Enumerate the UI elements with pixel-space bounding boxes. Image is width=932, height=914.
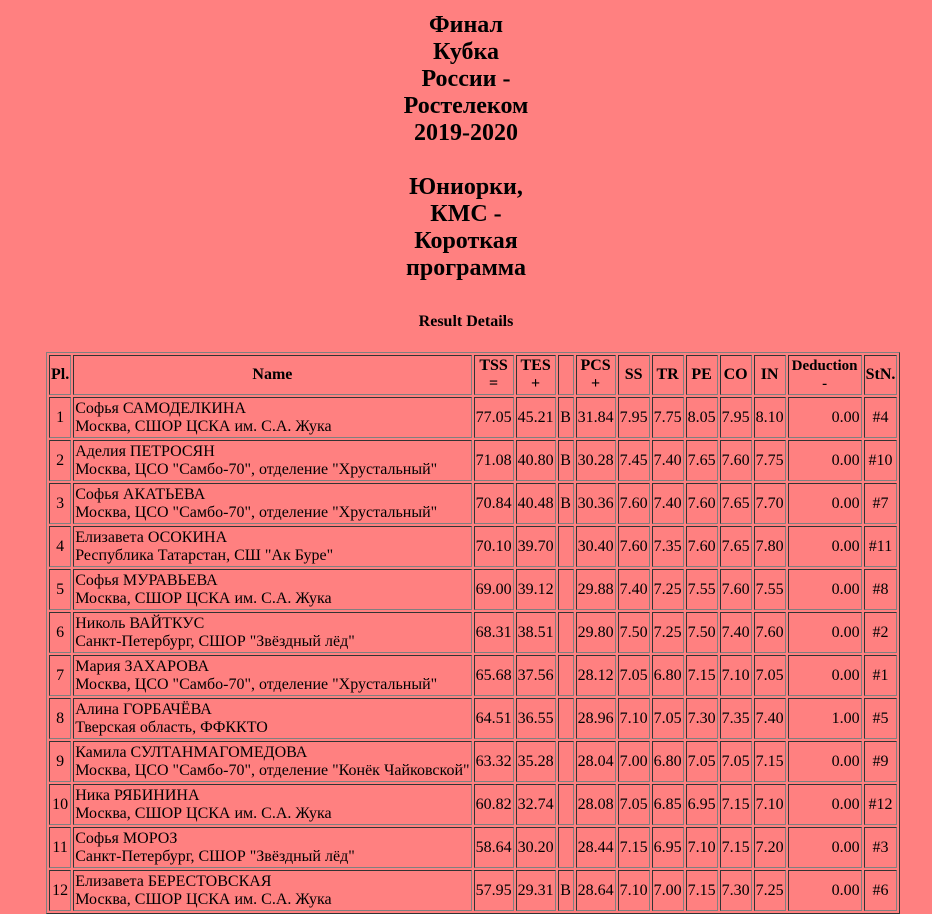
cell-name (73, 698, 471, 739)
cell-tes: 40.48 (516, 483, 556, 524)
cell-place: 3 (49, 483, 71, 524)
cell-in: 7.15 (754, 741, 786, 782)
cell-place: 4 (49, 526, 71, 567)
cell-deduction: 0.00 (788, 483, 862, 524)
cell-ss: 7.50 (618, 612, 650, 653)
cell-pcs: 29.80 (576, 612, 616, 653)
cell-bonus (558, 612, 574, 653)
cell-tss: 71.08 (474, 440, 514, 481)
cell-pcs: 30.40 (576, 526, 616, 567)
table-row (49, 612, 897, 653)
cell-tr: 6.80 (652, 741, 684, 782)
cell-in: 8.10 (754, 397, 786, 438)
cell-co: 7.05 (720, 741, 752, 782)
table-row (49, 784, 897, 825)
cell-pcs: 28.44 (576, 827, 616, 868)
cell-ss: 7.10 (618, 698, 650, 739)
table-header-row (49, 355, 897, 395)
cell-tr: 6.80 (652, 655, 684, 696)
cell-start-number: #4 (864, 397, 898, 438)
cell-deduction: 1.00 (788, 698, 862, 739)
cell-tr: 7.35 (652, 526, 684, 567)
cell-start-number: #3 (864, 827, 898, 868)
category-title-line: Юниорки, (409, 174, 523, 200)
header-tss-label: TSS (479, 357, 508, 374)
cell-pcs: 30.36 (576, 483, 616, 524)
table-row (49, 698, 897, 739)
cell-tes: 39.70 (516, 526, 556, 567)
cell-ss: 7.05 (618, 655, 650, 696)
cell-deduction: 0.00 (788, 612, 862, 653)
cell-ss: 7.40 (618, 569, 650, 610)
cell-deduction: 0.00 (788, 526, 862, 567)
table-row (49, 870, 897, 911)
header-pl: Pl. (49, 355, 71, 395)
cell-tr: 6.85 (652, 784, 684, 825)
cell-ss: 7.00 (618, 741, 650, 782)
results-table (46, 352, 900, 914)
header-stn: StN. (864, 355, 898, 395)
cell-tss: 60.82 (474, 784, 514, 825)
cell-pcs: 29.88 (576, 569, 616, 610)
cell-tes: 45.21 (516, 397, 556, 438)
cell-bonus: B (558, 397, 574, 438)
cell-pe: 6.95 (686, 784, 718, 825)
cell-co: 7.95 (720, 397, 752, 438)
cell-pe: 7.05 (686, 741, 718, 782)
cell-co: 7.10 (720, 655, 752, 696)
skater-name: Камила СУЛТАНМАГОМЕДОВА (75, 743, 308, 761)
header-pcs (576, 355, 616, 395)
cell-in: 7.80 (754, 526, 786, 567)
header-tes (516, 355, 556, 395)
cell-co: 7.60 (720, 569, 752, 610)
cell-ss: 7.60 (618, 483, 650, 524)
cell-pcs: 28.96 (576, 698, 616, 739)
cell-tss: 64.51 (474, 698, 514, 739)
cell-place: 2 (49, 440, 71, 481)
cell-tss: 63.32 (474, 741, 514, 782)
cell-ss: 7.45 (618, 440, 650, 481)
event-title-line: 2019-2020 (414, 120, 518, 146)
cell-in: 7.40 (754, 698, 786, 739)
skater-name: Елизавета ОСОКИНА (75, 528, 228, 546)
header-pcs-sub: + (591, 375, 601, 392)
cell-tr: 6.95 (652, 827, 684, 868)
skater-name: Софья МУРАВЬЕВА (75, 571, 218, 589)
cell-place: 9 (49, 741, 71, 782)
skater-name: Елизавета БЕРЕСТОВСКАЯ (75, 872, 272, 890)
cell-tes: 40.80 (516, 440, 556, 481)
skater-name: Софья САМОДЕЛКИНА (75, 399, 246, 417)
header-tr: TR (652, 355, 684, 395)
cell-in: 7.10 (754, 784, 786, 825)
cell-bonus: B (558, 483, 574, 524)
cell-pcs: 28.12 (576, 655, 616, 696)
cell-pe: 7.55 (686, 569, 718, 610)
cell-pcs: 31.84 (576, 397, 616, 438)
cell-start-number: #12 (864, 784, 898, 825)
cell-co: 7.40 (720, 612, 752, 653)
cell-co: 7.15 (720, 827, 752, 868)
category-title-line: Короткая (414, 228, 518, 254)
cell-bonus (558, 741, 574, 782)
cell-bonus (558, 526, 574, 567)
cell-tr: 7.25 (652, 612, 684, 653)
skater-club: Санкт-Петербург, СШОР "Звёздный лёд" (75, 847, 355, 865)
cell-bonus (558, 827, 574, 868)
cell-bonus (558, 569, 574, 610)
cell-name (73, 827, 471, 868)
event-title-line: России - (421, 66, 511, 92)
cell-in: 7.75 (754, 440, 786, 481)
cell-tes: 30.20 (516, 827, 556, 868)
cell-place: 12 (49, 870, 71, 911)
cell-name (73, 612, 471, 653)
cell-tss: 70.10 (474, 526, 514, 567)
table-row (49, 526, 897, 567)
cell-pe: 7.50 (686, 612, 718, 653)
cell-deduction: 0.00 (788, 741, 862, 782)
cell-pe: 7.60 (686, 483, 718, 524)
cell-co: 7.30 (720, 870, 752, 911)
table-row (49, 483, 897, 524)
cell-tes: 36.55 (516, 698, 556, 739)
cell-co: 7.60 (720, 440, 752, 481)
cell-deduction: 0.00 (788, 440, 862, 481)
cell-co: 7.35 (720, 698, 752, 739)
cell-bonus (558, 784, 574, 825)
cell-tss: 69.00 (474, 569, 514, 610)
cell-pe: 7.65 (686, 440, 718, 481)
cell-tes: 29.31 (516, 870, 556, 911)
skater-club: Москва, ЦСО "Самбо-70", отделение "Хрустальный" (75, 503, 438, 521)
table-row (49, 741, 897, 782)
cell-name (73, 655, 471, 696)
cell-in: 7.55 (754, 569, 786, 610)
skater-name: Мария ЗАХАРОВА (75, 657, 210, 675)
cell-place: 1 (49, 397, 71, 438)
cell-name (73, 483, 471, 524)
cell-place: 6 (49, 612, 71, 653)
header-tes-sub: + (531, 375, 541, 392)
cell-tss: 77.05 (474, 397, 514, 438)
cell-start-number: #10 (864, 440, 898, 481)
cell-name (73, 569, 471, 610)
cell-tss: 57.95 (474, 870, 514, 911)
event-title-line: Кубка (433, 39, 499, 65)
header-tes-label: TES (520, 357, 551, 374)
section-heading: Result Details (418, 313, 514, 330)
cell-pe: 8.05 (686, 397, 718, 438)
cell-pe: 7.15 (686, 655, 718, 696)
header-pcs-label: PCS (580, 357, 611, 374)
skater-club: Москва, ЦСО "Самбо-70", отделение "Хрустальный" (75, 675, 438, 693)
cell-deduction: 0.00 (788, 870, 862, 911)
cell-deduction: 0.00 (788, 655, 862, 696)
cell-pcs: 28.64 (576, 870, 616, 911)
cell-tes: 32.74 (516, 784, 556, 825)
skater-club: Тверская область, ФФККТО (75, 718, 268, 736)
cell-bonus (558, 655, 574, 696)
cell-place: 5 (49, 569, 71, 610)
cell-start-number: #6 (864, 870, 898, 911)
cell-pcs: 28.08 (576, 784, 616, 825)
cell-ss: 7.95 (618, 397, 650, 438)
cell-pe: 7.30 (686, 698, 718, 739)
cell-tes: 37.56 (516, 655, 556, 696)
cell-ss: 7.05 (618, 784, 650, 825)
cell-tss: 65.68 (474, 655, 514, 696)
header-tss (474, 355, 514, 395)
cell-start-number: #2 (864, 612, 898, 653)
cell-ss: 7.10 (618, 870, 650, 911)
cell-tr: 7.75 (652, 397, 684, 438)
cell-name (73, 870, 471, 911)
cell-ss: 7.15 (618, 827, 650, 868)
cell-deduction: 0.00 (788, 569, 862, 610)
cell-place: 10 (49, 784, 71, 825)
skater-name: Николь ВАЙТКУС (75, 614, 205, 632)
table-row (49, 397, 897, 438)
cell-co: 7.65 (720, 526, 752, 567)
cell-bonus: B (558, 440, 574, 481)
skater-name: Аделия ПЕТРОСЯН (75, 442, 215, 460)
cell-ss: 7.60 (618, 526, 650, 567)
cell-bonus (558, 698, 574, 739)
cell-start-number: #1 (864, 655, 898, 696)
skater-name: Софья АКАТЬЕВА (75, 485, 206, 503)
table-row (49, 440, 897, 481)
cell-name (73, 741, 471, 782)
header-pe: PE (686, 355, 718, 395)
cell-tss: 58.64 (474, 827, 514, 868)
cell-in: 7.60 (754, 612, 786, 653)
cell-tr: 7.00 (652, 870, 684, 911)
cell-co: 7.65 (720, 483, 752, 524)
event-title (0, 12, 932, 147)
skater-club: Москва, СШОР ЦСКА им. С.А. Жука (75, 417, 332, 435)
cell-tr: 7.40 (652, 483, 684, 524)
skater-club: Республика Татарстан, СШ "Ак Буре" (75, 546, 334, 564)
cell-pcs: 30.28 (576, 440, 616, 481)
cell-tss: 68.31 (474, 612, 514, 653)
cell-in: 7.70 (754, 483, 786, 524)
cell-name (73, 784, 471, 825)
cell-in: 7.25 (754, 870, 786, 911)
cell-start-number: #7 (864, 483, 898, 524)
table-row (49, 655, 897, 696)
header-name: Name (73, 355, 471, 395)
cell-pcs: 28.04 (576, 741, 616, 782)
cell-tr: 7.25 (652, 569, 684, 610)
cell-tr: 7.40 (652, 440, 684, 481)
cell-start-number: #8 (864, 569, 898, 610)
category-title-line: программа (406, 255, 526, 281)
skater-club: Москва, СШОР ЦСКА им. С.А. Жука (75, 890, 332, 908)
header-bonus (558, 355, 574, 395)
header-deduction (788, 355, 862, 395)
cell-pe: 7.15 (686, 870, 718, 911)
category-title-line: КМС - (430, 201, 502, 227)
cell-start-number: #9 (864, 741, 898, 782)
header-deduction-label: Deduction (791, 358, 858, 374)
event-title-line: Финал (429, 12, 503, 38)
table-row (49, 827, 897, 868)
table-row (49, 569, 897, 610)
event-title-line: Ростелеком (403, 93, 529, 119)
cell-in: 7.20 (754, 827, 786, 868)
cell-pe: 7.10 (686, 827, 718, 868)
cell-bonus: B (558, 870, 574, 911)
skater-club: Москва, ЦСО "Самбо-70", отделение "Хрустальный" (75, 460, 438, 478)
skater-name: Софья МОРОЗ (75, 829, 178, 847)
cell-deduction: 0.00 (788, 397, 862, 438)
skater-club: Москва, СШОР ЦСКА им. С.А. Жука (75, 589, 332, 607)
cell-tes: 38.51 (516, 612, 556, 653)
skater-club: Москва, ЦСО "Самбо-70", отделение "Конёк Чайковской" (75, 761, 470, 779)
category-title (0, 174, 932, 282)
skater-name: Алина ГОРБАЧЁВА (75, 700, 212, 718)
header-co: CO (720, 355, 752, 395)
cell-tss: 70.84 (474, 483, 514, 524)
cell-tes: 35.28 (516, 741, 556, 782)
cell-place: 8 (49, 698, 71, 739)
cell-name (73, 440, 471, 481)
cell-name (73, 526, 471, 567)
header-tss-sub: = (489, 375, 499, 392)
header-ss: SS (618, 355, 650, 395)
cell-tes: 39.12 (516, 569, 556, 610)
skater-club: Москва, СШОР ЦСКА им. С.А. Жука (75, 804, 332, 822)
cell-pe: 7.60 (686, 526, 718, 567)
skater-name: Ника РЯБИНИНА (75, 786, 200, 804)
header-deduction-sub: - (822, 376, 828, 392)
cell-start-number: #11 (864, 526, 898, 567)
cell-tr: 7.05 (652, 698, 684, 739)
cell-deduction: 0.00 (788, 784, 862, 825)
cell-place: 11 (49, 827, 71, 868)
skater-club: Санкт-Петербург, СШОР "Звёздный лёд" (75, 632, 355, 650)
cell-place: 7 (49, 655, 71, 696)
header-in: IN (754, 355, 786, 395)
cell-name (73, 397, 471, 438)
cell-deduction: 0.00 (788, 827, 862, 868)
cell-start-number: #5 (864, 698, 898, 739)
cell-in: 7.05 (754, 655, 786, 696)
cell-co: 7.15 (720, 784, 752, 825)
page-title-block (0, 12, 932, 282)
